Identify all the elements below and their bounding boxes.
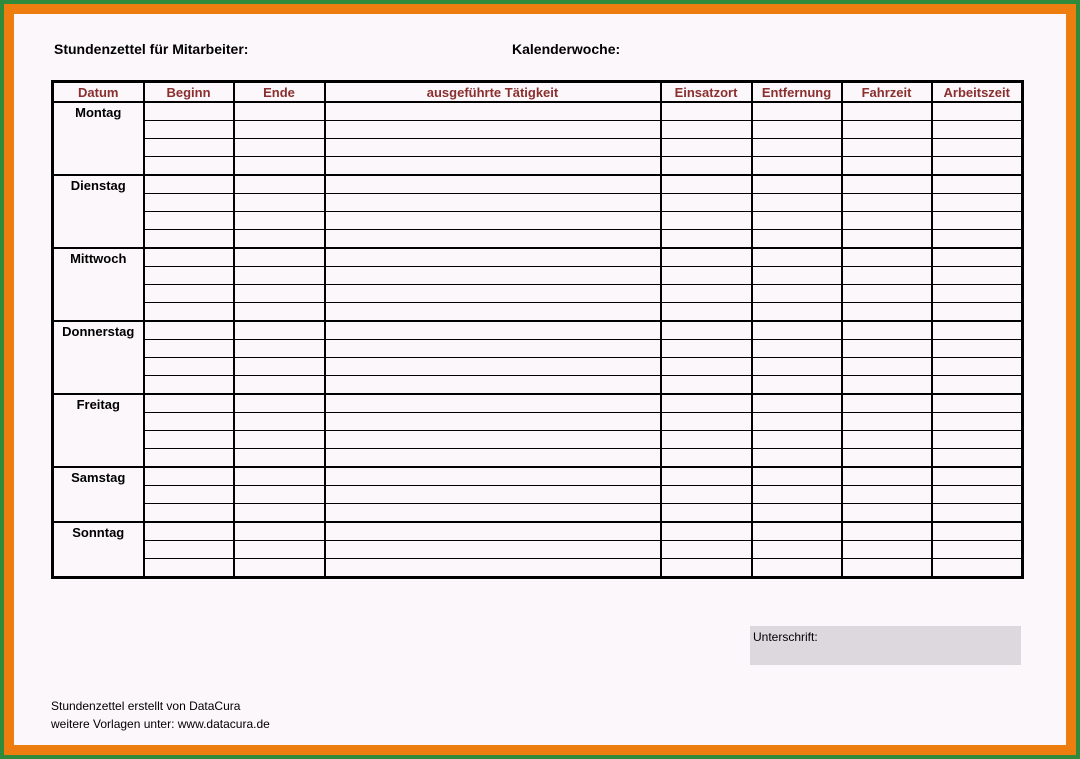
table-row xyxy=(53,102,1023,121)
entry-cell[interactable] xyxy=(752,413,842,431)
table-row xyxy=(53,285,1023,303)
entry-cell[interactable] xyxy=(325,139,661,157)
entry-cell[interactable] xyxy=(325,194,661,212)
entry-cell[interactable] xyxy=(661,230,752,249)
entry-cell[interactable] xyxy=(752,376,842,395)
entry-cell[interactable] xyxy=(661,321,752,340)
table-row xyxy=(53,486,1023,504)
entry-cell[interactable] xyxy=(144,449,234,468)
entry-cell[interactable] xyxy=(144,486,234,504)
entry-cell[interactable] xyxy=(752,467,842,486)
entry-cell[interactable] xyxy=(932,486,1023,504)
entry-cell[interactable] xyxy=(144,230,234,249)
entry-cell[interactable] xyxy=(752,212,842,230)
entry-cell[interactable] xyxy=(752,175,842,194)
entry-cell[interactable] xyxy=(144,413,234,431)
entry-cell[interactable] xyxy=(932,194,1023,212)
table-row xyxy=(53,321,1023,340)
entry-cell[interactable] xyxy=(234,230,325,249)
entry-cell[interactable] xyxy=(932,267,1023,285)
entry-cell[interactable] xyxy=(661,194,752,212)
entry-cell[interactable] xyxy=(932,431,1023,449)
entry-cell[interactable] xyxy=(144,559,234,578)
entry-cell[interactable] xyxy=(234,358,325,376)
day-label: Donnerstag xyxy=(53,321,144,394)
entry-cell[interactable] xyxy=(932,121,1023,139)
entry-cell[interactable] xyxy=(842,340,932,358)
entry-cell[interactable] xyxy=(932,285,1023,303)
day-label: Freitag xyxy=(53,394,144,467)
entry-cell[interactable] xyxy=(661,248,752,267)
entry-cell[interactable] xyxy=(234,376,325,395)
entry-cell[interactable] xyxy=(752,102,842,121)
entry-cell[interactable] xyxy=(325,267,661,285)
table-row xyxy=(53,175,1023,194)
entry-cell[interactable] xyxy=(932,394,1023,413)
table-row xyxy=(53,121,1023,139)
entry-cell[interactable] xyxy=(234,467,325,486)
entry-cell[interactable] xyxy=(144,267,234,285)
table-row xyxy=(53,340,1023,358)
calendar-week-label: Kalenderwoche: xyxy=(512,41,621,57)
entry-cell[interactable] xyxy=(234,212,325,230)
entry-cell[interactable] xyxy=(234,267,325,285)
entry-cell[interactable] xyxy=(661,413,752,431)
entry-cell[interactable] xyxy=(144,340,234,358)
entry-cell[interactable] xyxy=(144,303,234,322)
entry-cell[interactable] xyxy=(932,248,1023,267)
table-header-row xyxy=(53,82,1023,103)
entry-cell[interactable] xyxy=(932,157,1023,176)
entry-cell[interactable] xyxy=(752,285,842,303)
entry-cell[interactable] xyxy=(661,449,752,468)
column-header-beginn: Beginn xyxy=(144,82,234,103)
entry-cell[interactable] xyxy=(144,394,234,413)
entry-cell[interactable] xyxy=(842,102,932,121)
entry-cell[interactable] xyxy=(661,157,752,176)
column-header-fahrzeit: Fahrzeit xyxy=(842,82,932,103)
entry-cell[interactable] xyxy=(752,431,842,449)
entry-cell[interactable] xyxy=(144,121,234,139)
entry-cell[interactable] xyxy=(325,248,661,267)
entry-cell[interactable] xyxy=(842,431,932,449)
entry-cell[interactable] xyxy=(842,212,932,230)
entry-cell[interactable] xyxy=(325,358,661,376)
entry-cell[interactable] xyxy=(325,413,661,431)
entry-cell[interactable] xyxy=(752,486,842,504)
entry-cell[interactable] xyxy=(842,121,932,139)
entry-cell[interactable] xyxy=(661,212,752,230)
entry-cell[interactable] xyxy=(842,175,932,194)
entry-cell[interactable] xyxy=(842,321,932,340)
entry-cell[interactable] xyxy=(932,413,1023,431)
entry-cell[interactable] xyxy=(752,358,842,376)
day-label: Montag xyxy=(53,102,144,175)
column-header-einsatzort: Einsatzort xyxy=(661,82,752,103)
column-header-ende: Ende xyxy=(234,82,325,103)
entry-cell[interactable] xyxy=(842,303,932,322)
entry-cell[interactable] xyxy=(932,504,1023,523)
entry-cell[interactable] xyxy=(661,376,752,395)
entry-cell[interactable] xyxy=(932,340,1023,358)
entry-cell[interactable] xyxy=(932,303,1023,322)
employee-label: Stundenzettel für Mitarbeiter: xyxy=(54,41,249,57)
entry-cell[interactable] xyxy=(842,413,932,431)
entry-cell[interactable] xyxy=(752,267,842,285)
entry-cell[interactable] xyxy=(842,248,932,267)
entry-cell[interactable] xyxy=(932,467,1023,486)
entry-cell[interactable] xyxy=(234,449,325,468)
entry-cell[interactable] xyxy=(144,157,234,176)
table-row xyxy=(53,449,1023,468)
entry-cell[interactable] xyxy=(752,559,842,578)
entry-cell[interactable] xyxy=(842,285,932,303)
entry-cell[interactable] xyxy=(752,321,842,340)
entry-cell[interactable] xyxy=(234,340,325,358)
table-row xyxy=(53,212,1023,230)
entry-cell[interactable] xyxy=(144,522,234,541)
entry-cell[interactable] xyxy=(661,467,752,486)
entry-cell[interactable] xyxy=(325,303,661,322)
entry-cell[interactable] xyxy=(842,504,932,523)
entry-cell[interactable] xyxy=(842,394,932,413)
entry-cell[interactable] xyxy=(932,175,1023,194)
entry-cell[interactable] xyxy=(144,194,234,212)
entry-cell[interactable] xyxy=(144,139,234,157)
entry-cell[interactable] xyxy=(932,212,1023,230)
entry-cell[interactable] xyxy=(752,230,842,249)
entry-cell[interactable] xyxy=(325,376,661,395)
entry-cell[interactable] xyxy=(234,522,325,541)
entry-cell[interactable] xyxy=(842,376,932,395)
entry-cell[interactable] xyxy=(661,522,752,541)
table-row xyxy=(53,376,1023,395)
entry-cell[interactable] xyxy=(752,248,842,267)
entry-cell[interactable] xyxy=(325,431,661,449)
table-row xyxy=(53,194,1023,212)
entry-cell[interactable] xyxy=(144,431,234,449)
table-row xyxy=(53,157,1023,176)
entry-cell[interactable] xyxy=(661,303,752,322)
table-row xyxy=(53,541,1023,559)
table-row xyxy=(53,139,1023,157)
entry-cell[interactable] xyxy=(144,504,234,523)
entry-cell[interactable] xyxy=(752,340,842,358)
entry-cell[interactable] xyxy=(234,175,325,194)
entry-cell[interactable] xyxy=(842,139,932,157)
entry-cell[interactable] xyxy=(144,102,234,121)
entry-cell[interactable] xyxy=(234,139,325,157)
entry-cell[interactable] xyxy=(752,394,842,413)
entry-cell[interactable] xyxy=(144,212,234,230)
entry-cell[interactable] xyxy=(842,486,932,504)
table-row xyxy=(53,431,1023,449)
entry-cell[interactable] xyxy=(325,212,661,230)
entry-cell[interactable] xyxy=(144,467,234,486)
entry-cell[interactable] xyxy=(842,522,932,541)
entry-cell[interactable] xyxy=(661,175,752,194)
entry-cell[interactable] xyxy=(325,504,661,523)
table-row xyxy=(53,230,1023,249)
entry-cell[interactable] xyxy=(144,541,234,559)
entry-cell[interactable] xyxy=(932,139,1023,157)
footer xyxy=(51,697,270,733)
entry-cell[interactable] xyxy=(752,504,842,523)
entry-cell[interactable] xyxy=(234,504,325,523)
entry-cell[interactable] xyxy=(144,358,234,376)
entry-cell[interactable] xyxy=(325,394,661,413)
entry-cell[interactable] xyxy=(661,541,752,559)
column-header-datum: Datum xyxy=(53,82,144,103)
entry-cell[interactable] xyxy=(144,321,234,340)
table-row xyxy=(53,522,1023,541)
column-header-arbeitszeit: Arbeitszeit xyxy=(932,82,1023,103)
entry-cell[interactable] xyxy=(325,340,661,358)
entry-cell[interactable] xyxy=(842,559,932,578)
entry-cell[interactable] xyxy=(752,522,842,541)
footer-link: weitere Vorlagen unter: www.datacura.de xyxy=(51,717,270,731)
table-row xyxy=(53,267,1023,285)
entry-cell[interactable] xyxy=(234,541,325,559)
entry-cell[interactable] xyxy=(661,431,752,449)
table-row xyxy=(53,248,1023,267)
column-header-entfernung: Entfernung xyxy=(752,82,842,103)
table-row xyxy=(53,559,1023,578)
entry-cell[interactable] xyxy=(325,102,661,121)
entry-cell[interactable] xyxy=(325,541,661,559)
entry-cell[interactable] xyxy=(325,285,661,303)
entry-cell[interactable] xyxy=(661,285,752,303)
entry-cell[interactable] xyxy=(842,449,932,468)
entry-cell[interactable] xyxy=(842,541,932,559)
entry-cell[interactable] xyxy=(234,248,325,267)
entry-cell[interactable] xyxy=(234,157,325,176)
entry-cell[interactable] xyxy=(661,139,752,157)
table-row xyxy=(53,358,1023,376)
entry-cell[interactable] xyxy=(234,121,325,139)
entry-cell[interactable] xyxy=(661,267,752,285)
entry-cell[interactable] xyxy=(661,358,752,376)
table-row xyxy=(53,303,1023,322)
entry-cell[interactable] xyxy=(932,559,1023,578)
entry-cell[interactable] xyxy=(661,504,752,523)
entry-cell[interactable] xyxy=(842,194,932,212)
day-label: Mittwoch xyxy=(53,248,144,321)
entry-cell[interactable] xyxy=(842,230,932,249)
entry-cell[interactable] xyxy=(234,194,325,212)
entry-cell[interactable] xyxy=(932,230,1023,249)
entry-cell[interactable] xyxy=(932,102,1023,121)
signature-label: Unterschrift: xyxy=(753,630,818,644)
entry-cell[interactable] xyxy=(325,230,661,249)
entry-cell[interactable] xyxy=(752,541,842,559)
entry-cell[interactable] xyxy=(661,340,752,358)
entry-cell[interactable] xyxy=(144,175,234,194)
entry-cell[interactable] xyxy=(661,102,752,121)
entry-cell[interactable] xyxy=(932,541,1023,559)
footer-credit: Stundenzettel erstellt von DataCura xyxy=(51,699,241,713)
entry-cell[interactable] xyxy=(234,285,325,303)
signature-field[interactable] xyxy=(750,626,1021,665)
timesheet-table xyxy=(51,80,1024,579)
entry-cell[interactable] xyxy=(932,449,1023,468)
entry-cell[interactable] xyxy=(144,285,234,303)
entry-cell[interactable] xyxy=(325,121,661,139)
day-label: Sonntag xyxy=(53,522,144,578)
entry-cell[interactable] xyxy=(842,267,932,285)
entry-cell[interactable] xyxy=(661,121,752,139)
entry-cell[interactable] xyxy=(842,358,932,376)
entry-cell[interactable] xyxy=(325,157,661,176)
entry-cell[interactable] xyxy=(752,194,842,212)
entry-cell[interactable] xyxy=(661,559,752,578)
day-label: Dienstag xyxy=(53,175,144,248)
entry-cell[interactable] xyxy=(234,394,325,413)
day-label: Samstag xyxy=(53,467,144,522)
entry-cell[interactable] xyxy=(661,394,752,413)
entry-cell[interactable] xyxy=(234,486,325,504)
entry-cell[interactable] xyxy=(325,522,661,541)
entry-cell[interactable] xyxy=(234,102,325,121)
table-row xyxy=(53,413,1023,431)
entry-cell[interactable] xyxy=(234,303,325,322)
entry-cell[interactable] xyxy=(325,467,661,486)
entry-cell[interactable] xyxy=(842,467,932,486)
entry-cell[interactable] xyxy=(842,157,932,176)
entry-cell[interactable] xyxy=(325,321,661,340)
entry-cell[interactable] xyxy=(752,157,842,176)
entry-cell[interactable] xyxy=(752,449,842,468)
table-row xyxy=(53,467,1023,486)
entry-cell[interactable] xyxy=(932,358,1023,376)
entry-cell[interactable] xyxy=(325,559,661,578)
entry-cell[interactable] xyxy=(325,449,661,468)
entry-cell[interactable] xyxy=(932,522,1023,541)
entry-cell[interactable] xyxy=(325,486,661,504)
entry-cell[interactable] xyxy=(144,248,234,267)
entry-cell[interactable] xyxy=(234,413,325,431)
entry-cell[interactable] xyxy=(144,376,234,395)
table-row xyxy=(53,394,1023,413)
entry-cell[interactable] xyxy=(752,121,842,139)
entry-cell[interactable] xyxy=(752,139,842,157)
entry-cell[interactable] xyxy=(234,321,325,340)
entry-cell[interactable] xyxy=(661,486,752,504)
entry-cell[interactable] xyxy=(325,175,661,194)
column-header-taetigkeit: ausgeführte Tätigkeit xyxy=(325,82,661,103)
entry-cell[interactable] xyxy=(932,321,1023,340)
entry-cell[interactable] xyxy=(234,431,325,449)
entry-cell[interactable] xyxy=(752,303,842,322)
entry-cell[interactable] xyxy=(234,559,325,578)
timesheet-body xyxy=(53,102,1023,578)
entry-cell[interactable] xyxy=(932,376,1023,395)
table-row xyxy=(53,504,1023,523)
